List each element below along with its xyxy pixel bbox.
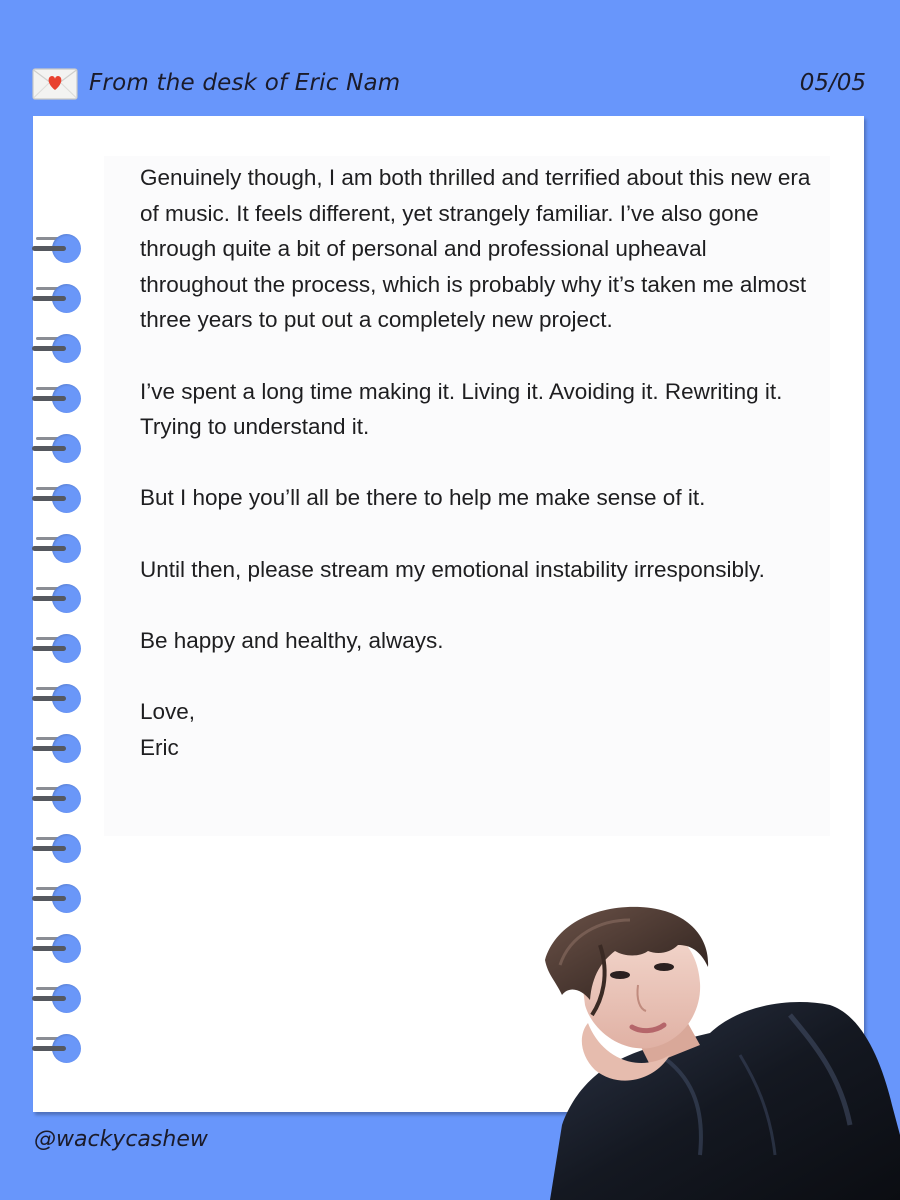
ring-wire xyxy=(32,496,66,501)
letter-paragraph: But I hope you’ll all be there to help me make sense of it. xyxy=(140,485,706,511)
binding-ring xyxy=(32,532,82,566)
ring-wire xyxy=(32,896,66,901)
ring-wire xyxy=(32,446,66,451)
letter-signoff xyxy=(140,694,820,765)
binding-ring xyxy=(32,432,82,466)
binding-ring xyxy=(32,482,82,516)
ring-wire xyxy=(32,646,66,651)
binding-ring xyxy=(32,282,82,316)
header-title: From the desk of Eric Nam xyxy=(89,70,401,96)
spiral-binding xyxy=(0,0,100,1200)
portrait-photo xyxy=(540,905,900,1200)
binding-ring xyxy=(32,382,82,416)
binding-ring xyxy=(32,932,82,966)
letter-body xyxy=(140,160,820,765)
binding-ring xyxy=(32,682,82,716)
ring-wire xyxy=(32,946,66,951)
binding-ring xyxy=(32,582,82,616)
ring-wire xyxy=(32,846,66,851)
binding-ring xyxy=(32,332,82,366)
ring-wire xyxy=(32,346,66,351)
ring-wire xyxy=(32,546,66,551)
ring-wire xyxy=(32,396,66,401)
binding-ring xyxy=(32,832,82,866)
ring-wire xyxy=(32,796,66,801)
letter-closing: Love, xyxy=(140,698,196,724)
binding-ring xyxy=(32,632,82,666)
page-number: 05/05 xyxy=(799,70,866,96)
ring-wire xyxy=(32,1046,66,1051)
author-handle: @wackycashew xyxy=(34,1127,208,1152)
ring-wire xyxy=(32,246,66,251)
letter-paragraph: Until then, please stream my emotional instability irresponsibly. xyxy=(140,556,765,582)
letter-paragraph: Genuinely though, I am both thrilled and terrified about this new era of music. It feels different, yet strangely familiar. I’ve also gone through quite a bit of personal and professional upheaval throughout the process, which is probably why it’s taken me almost three years to put out a completely new project. xyxy=(140,165,811,333)
ring-wire xyxy=(32,296,66,301)
binding-ring xyxy=(32,732,82,766)
binding-ring xyxy=(32,232,82,266)
binding-ring xyxy=(32,982,82,1016)
ring-wire xyxy=(32,696,66,701)
ring-wire xyxy=(32,996,66,1001)
header xyxy=(32,66,866,106)
letter-paragraph: I’ve spent a long time making it. Living it. Avoiding it. Rewriting it. Trying to understand it. xyxy=(140,378,783,440)
binding-ring xyxy=(32,1032,82,1066)
letter-signature: Eric xyxy=(140,734,179,760)
ring-wire xyxy=(32,746,66,751)
ring-wire xyxy=(32,596,66,601)
binding-ring xyxy=(32,782,82,816)
binding-ring xyxy=(32,882,82,916)
letter-paragraph: Be happy and healthy, always. xyxy=(140,627,444,653)
